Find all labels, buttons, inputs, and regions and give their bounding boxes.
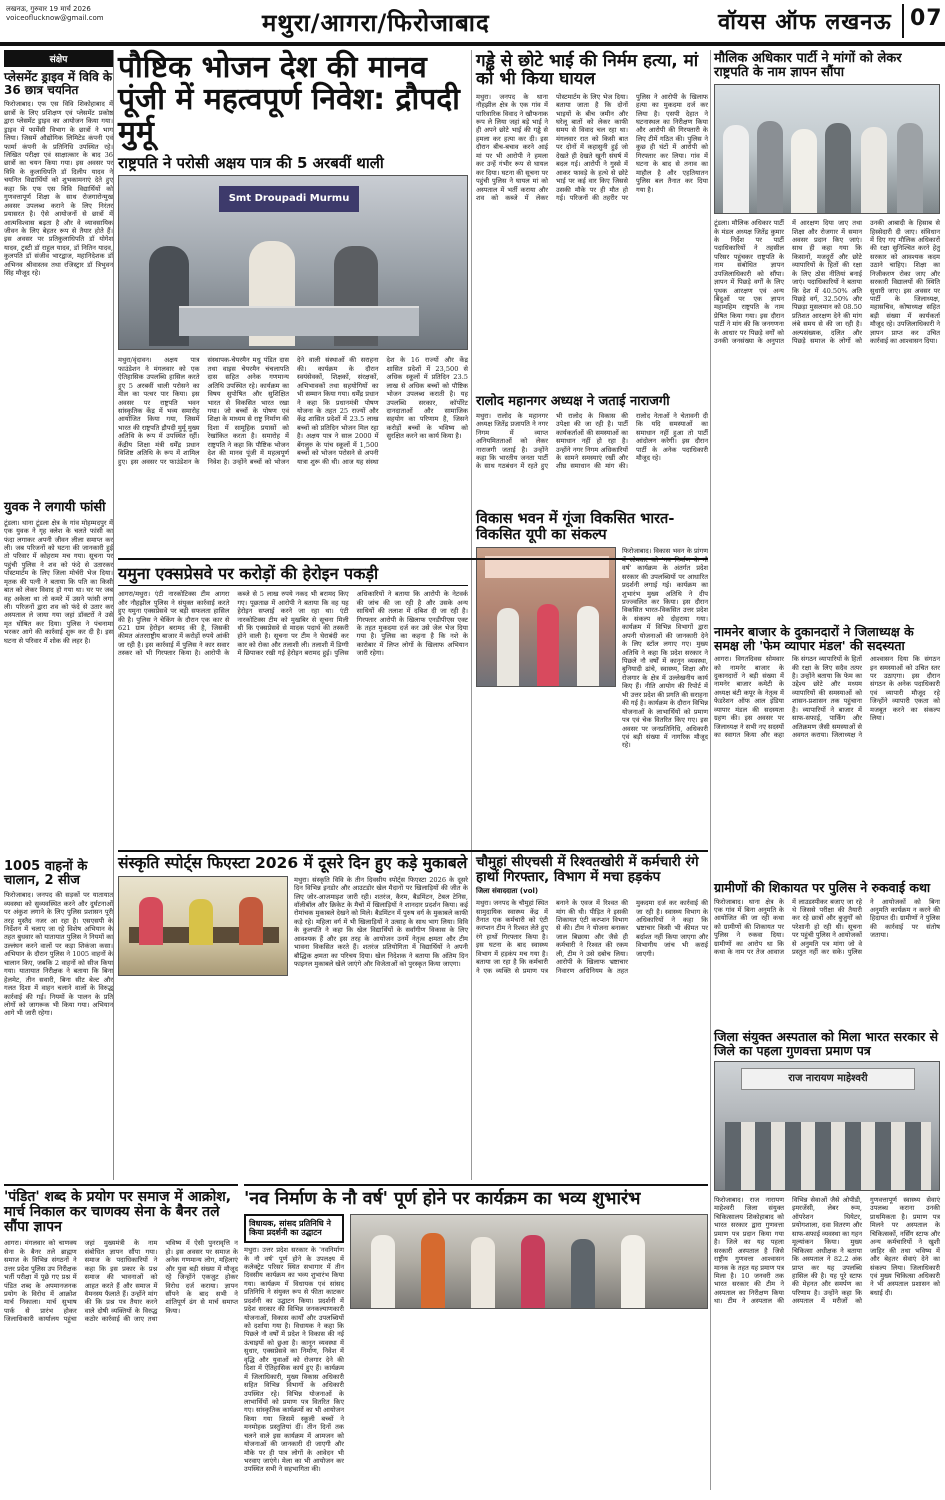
story-crime [476,52,708,512]
story-sports [118,855,468,1130]
nirman-body-continued [350,1313,708,1433]
hospital-headline: जिला संयुक्त अस्पताल को मिला भारत सरकार से जिले का पहला गुणवत्ता प्रमाण पत्र [714,1029,939,1058]
page-number: 07 [910,6,943,31]
lead-body: मथुरा/वृंदावन। अक्षय पात्र फाउंडेशन ने मंगलवार को एक ऐतिहासिक उपलब्धि हासिल करते हुए 5 अरबवीं थाली परोसने का मील का पत्थर पार किया। इस अवसर पर राष्ट्रपति भवन सांस्कृतिक केंद्र में भव्य समारोह आयोजित किया गया, जिसमें भारत की राष्ट्रपति द्रौपदी मुर्मू मुख्य अतिथि के रूप में उपस्थित रहीं। केंद्रीय शिक्षा मंत्री धर्मेंद्र प्रधान विशिष्ट अतिथि के रूप में शामिल हुए। इस अवसर पर फाउंडेशन के संस्थापक-चेयरमैन मधु पंडित दास तथा वाइस चेयरमैन चंचलापति दास सहित अनेक गणमान्य अतिथि उपस्थित रहे। कार्यक्रम का विषय सुपोषित और सुशिक्षित भारत से विकसित भारत रखा गया। जो बच्चों के पोषण एवं शिक्षा के माध्यम से राष्ट्र निर्माण की दिशा में सामूहिक प्रयासों को रेखांकित करता है। समारोह में राष्ट्रपति ने कहा कि पौष्टिक भोजन देश की मानव पूंजी में महत्वपूर्ण निवेश है। उन्होंने बच्चों को भोजन देने वाली संस्थाओं की सराहना की। कार्यक्रम के दौरान स्वयंसेवकों, शिक्षकों, संरक्षकों, अभिभावकों तथा सहयोगियों का भी सम्मान किया गया। धर्मेंद्र प्रधान ने कहा कि प्रधानमंत्री पोषण योजना के तहत 25 राज्यों और केंद्र शासित प्रदेशों में 23.5 लाख बच्चों को प्रतिदिन भोजन मिल रहा है। अक्षय पात्र ने साल 2000 में बेंगलुरु के पांच स्कूलों में 1,500 बच्चों को भोजन परोसने से अपनी यात्रा शुरू की थी। आज यह संस्था देश के 16 राज्यों और केंद्र शासित प्रदेशों में 23,500 से अधिक स्कूलों में प्रतिदिन 23.5 लाख से अधिक बच्चों को पौष्टिक भोजन उपलब्ध कराती है। यह उपलब्धि सरकार, कॉर्पोरेट दानदाताओं और सामाजिक सहयोग का परिणाम है, जिसने करोड़ों बच्चों के भविष्य को सुरक्षित करने का कार्य किया है। [118,356,468,466]
sidebar-story2-title: युवक ने लगायी फांसी [4,500,106,516]
masthead-separator [902,4,904,38]
crime-headline: गड्ढे से छोटे भाई की निर्मम हत्या, मां को भी किया घायल [476,51,699,90]
sports-body-continued [118,980,468,1130]
person-figure [139,897,163,945]
ralod-headline: रालोद महानगर अध्यक्ष ने जताई नाराजगी [476,393,670,409]
crime-body: मथुरा। जनपद के थाना नौहझील क्षेत्र के एक गांव में पारिवारिक विवाद ने खौफनाक रूप ले लिया जहां बड़े भाई ने ही अपने छोटे भाई की गड्ढे से हमला कर हत्या कर दी। इस दौरान बीच-बचाव करने आई मां पर भी आरोपी ने हमला कर उन्हें गंभीर रूप से घायल कर दिया। घटना की सूचना पर पहुंची पुलिस ने घायल मां को अस्पताल में भर्ती कराया और शव को कब्जे में लेकर पोस्टमार्टम के लिए भेज दिया। बताया जाता है कि दोनों भाइयों के बीच जमीन और घरेलू बातों को लेकर काफी समय से विवाद चल रहा था। मंगलवार रात को किसी बात पर दोनों में कहासुनी हुई जो देखते ही देखते खूनी संघर्ष में बदल गई। आरोपी ने गुस्से में आकर फावड़े के हत्थे से छोटे भाई पर कई वार किए जिससे उसकी मौके पर ही मौत हो गई। परिजनों की तहरीर पर पुलिस ने आरोपी के खिलाफ हत्या का मुकदमा दर्ज कर लिया है। एसपी देहात ने घटनास्थल का निरीक्षण किया और आरोपी की गिरफ्तारी के लिए टीमें गठित की। पुलिस ने कुछ ही घंटों में आरोपी को गिरफ्तार कर लिया। गांव में घटना के बाद से तनाव का माहौल है और एहतियातन पुलिस बल तैनात कर दिया गया है। [476,92,708,202]
person-figure [497,608,519,686]
person-figure [897,123,923,213]
hospital-photo [714,1061,940,1191]
sidebar-story2-body: टूंडला। थाना टूंडला क्षेत्र के गांव मोहम्मदपुर में एक युवक ने गृह क्लेश के चलते फांसी का फंदा लगाकर अपनी जीवन लीला समाप्त कर ली। जब परिजनों को घटना की जानकारी हुई तो परिवार में कोहराम मच गया। सूचना पर पहुंची पुलिस ने शव को फंदे से उतारकर पोस्टमार्टम के लिए जिला मोर्चरी भेज दिया। मृतक की पत्नी ने बताया कि पति का किसी बात को लेकर विवाद हो गया था। घर पर जब वह अकेला था तो कमरे में उसने फांसी लगा ली। परिजनों द्वारा शव को फंदे से उतार कर अस्पताल ले जाया गया जहां डॉक्टरों ने उसे मृत घोषित कर दिया। पुलिस ने पंचनामा भरकर आगे की कार्रवाई शुरू कर दी है। इस घटना से परिवार में शोक की लहर है। [4,518,113,645]
date-line: लखनऊ, गुरुवार 19 मार्च 2026 [6,5,91,13]
lead-photo-banner: Smt Droupadi Murmu [219,186,359,212]
section-rule [118,558,708,560]
nirman-body: मथुरा। उत्तर प्रदेश सरकार के 'नवनिर्माण के नौ वर्ष' पूर्ण होने के उपलक्ष्य में कलेक्ट्रेट परिसर स्थित सभागार में तीन दिवसीय कार्यक्रम का भव्य शुभारंभ किया गया। कार्यक्रम में विधायक एवं सांसद प्रतिनिधि ने संयुक्त रूप से फीता काटकर प्रदर्शनी का उद्घाटन किया। प्रदर्शनी में प्रदेश सरकार की विभिन्न जनकल्याणकारी योजनाओं, विकास कार्यों और उपलब्धियों को दर्शाया गया है। विधायक ने कहा कि पिछले नौ वर्षों में प्रदेश ने विकास की नई ऊंचाइयों को छुआ है। कानून व्यवस्था में सुधार, एक्सप्रेसवे का निर्माण, निवेश में वृद्धि और युवाओं को रोजगार देने की दिशा में ऐतिहासिक कार्य हुए हैं। कार्यक्रम में जिलाधिकारी, मुख्य विकास अधिकारी सहित विभिन्न विभागों के अधिकारी उपस्थित रहे। विभिन्न योजनाओं के लाभार्थियों को प्रमाण पत्र वितरित किए गए। सांस्कृतिक कार्यक्रमों का भी आयोजन किया गया जिसमें स्कूली बच्चों ने मनमोहक प्रस्तुतियां दीं। तीन दिनों तक चलने वाले इस कार्यक्रम में आमजन को योजनाओं की जानकारी दी जाएगी और मौके पर ही पात्र लोगों के आवेदन भी भरवाए जाएंगे। मेला का भी आयोजन कर उपस्थित सभी ने सहभागिता की। [244,1246,344,1474]
story-bribe [476,855,708,1149]
sidebar [4,50,114,1180]
pandit-body: आगरा। मंगलवार को चाणक्य सेना के बैनर तले ब्राह्मण समाज के विभिन्न संगठनों ने उत्तर प्रदेश पुलिस उप निरीक्षक भर्ती परीक्षा में पूछे गए प्रश्न में पंडित शब्द के अपमानजनक प्रयोग के विरोध में आक्रोश मार्च निकाला। मार्च सुभाष पार्क से प्रारंभ होकर जिलाधिकारी कार्यालय पहुंचा जहां मुख्यमंत्री के नाम संबोधित ज्ञापन सौंपा गया। समाज के पदाधिकारियों ने कहा कि इस प्रकार के प्रश्न समाज की भावनाओं को आहत करते हैं और समाज में वैमनस्य फैलाते हैं। उन्होंने मांग की कि प्रश्न पत्र तैयार करने वाले दोषी व्यक्तियों के विरुद्ध कठोर कार्रवाई की जाए तथा भविष्य में ऐसी पुनरावृत्ति न हो। इस अवसर पर समाज के अनेक गणमान्य लोग, महिलाएं और युवा बड़ी संख्या में मौजूद रहे जिन्होंने एकजुट होकर विरोध दर्ज कराया। ज्ञापन सौंपने के बाद सभी ने शांतिपूर्ण ढंग से मार्च समाप्त किया। [4,1239,238,1324]
nirman-headline: 'नव निर्माण के नौ वर्ष' पूर्ण होने पर कार्यक्रम का भव्य शुभारंभ [244,1189,641,1209]
nirman-right-column [350,1214,708,1441]
sidebar-story3-title: 1005 वाहनों के चालान, 2 सीज [4,858,88,888]
paper-name: वॉयस ऑफ लखनऊ [718,10,892,35]
lead-photo [118,175,468,350]
lead-story [118,52,468,616]
village-body: फिरोजाबाद। थाना क्षेत्र के एक गांव में बिना अनुमति के आयोजित की जा रही कथा को ग्रामीणों की शिकायत पर पुलिस ने रुकवा दिया। ग्रामीणों का आरोप था कि कथा के नाम पर तेज आवाज में लाउडस्पीकर बजाए जा रहे थे जिससे परीक्षा की तैयारी कर रहे छात्रों और बुजुर्गों को परेशानी हो रही थी। सूचना पर पहुंची पुलिस ने आयोजकों से अनुमति पत्र मांगा जो वे प्रस्तुत नहीं कर सके। पुलिस ने आयोजकों को बिना अनुमति कार्यक्रम न करने की हिदायत दी। ग्रामीणों ने पुलिस की कार्रवाई पर संतोष जताया। [714,897,940,957]
hospital-body: फिरोजाबाद। राज नारायण माहेश्वरी जिला संयुक्त चिकित्सालय शिकोहाबाद को भारत सरकार द्वारा गुणवत्ता प्रमाण पत्र प्रदान किया गया है। जिले का यह पहला सरकारी अस्पताल है जिसे राष्ट्रीय गुणवत्ता आश्वासन मानक के तहत यह प्रमाण पत्र मिला है। 10 जनवरी तक भारत सरकार की टीम ने अस्पताल का निरीक्षण किया था। टीम ने अस्पताल की विभिन्न सेवाओं जैसे ओपीडी, इमरजेंसी, लेबर रूम, ऑपरेशन थियेटर, प्रयोगशाला, दवा वितरण और साफ-सफाई व्यवस्था का गहन मूल्यांकन किया। मुख्य चिकित्सा अधीक्षक ने बताया कि अस्पताल ने 82.2 अंक प्राप्त कर यह उपलब्धि हासिल की है। यह पूरे स्टाफ की मेहनत और समर्पण का परिणाम है। उन्होंने कहा कि अस्पताल में मरीजों को गुणवत्तापूर्ण स्वास्थ्य सेवाएं उपलब्ध कराना उनकी प्राथमिकता है। प्रमाण पत्र मिलने पर अस्पताल के चिकित्सकों, नर्सिंग स्टाफ और अन्य कर्मचारियों ने खुशी जाहिर की तथा भविष्य में और बेहतर सेवाएं देने का संकल्प लिया। जिलाधिकारी एवं मुख्य चिकित्सा अधिकारी ने भी अस्पताल प्रशासन को बधाई दी। [714,1196,940,1306]
sidebar-story1-body: फिरोजाबाद। एफ एस विवि शिकोहाबाद में छात्रों के लिए प्रशिक्षण एवं प्लेसमेंट प्रकोष्ठ द्वारा प्लेसमेंट ड्राइव का आयोजन किया गया। ड्राइव में फार्मेसी विभाग के छात्रों ने भाग लिया। जिसमें औद्योगिक लिमिटेड कंपनी एवं फार्मा कंपनी के प्रतिनिधि उपस्थित रहे। लिखित परीक्षा एवं साक्षात्कार के बाद 36 छात्रों का चयन किया गया। इस अवसर पर विवि के कुलाधिपति डॉ दिलीप यादव ने चयनित विद्यार्थियों को शुभकामनाएं देते हुए कहा कि एफ एस विवि विद्यार्थियों को गुणवत्तापूर्ण शिक्षा के साथ रोजगारोन्मुख अवसर उपलब्ध कराने के लिए निरंतर प्रयासरत है। ऐसे आयोजनों से छात्रों में आत्मविश्वास बढ़ता है और वे व्यावसायिक जीवन के लिए बेहतर रूप से तैयार होते हैं। इस अवसर पर प्रतिकुलाधिपति डॉ योगेश यादव, ट्रस्टी डॉ राहुल यादव, डॉ नितिन यादव, कुलपति डॉ संजीव भारद्वाज, महानिदेशक डॉ अभिनव श्रीवास्तव तथा रजिस्ट्रार डॉ त्रिभुवन सिंह मौजूद रहे। [4,100,113,278]
person-figure [825,123,851,213]
story-nirman [244,1184,708,1474]
sports-body: मथुरा। संस्कृति विवि के तीन दिवसीय स्पोर्ट्स फिएस्टा 2026 के दूसरे दिन विभिन्न इनडोर और आउटडोर खेल मैदानों पर खिलाड़ियों की जीत के लिए जोर-आजमाइश जारी रही। शतरंज, कैरम, बैडमिंटन, टेबल टेनिस, वॉलीबॉल और क्रिकेट के मैचों में खिलाड़ियों ने शानदार प्रदर्शन किया। कई रोमांचक मुकाबले देखने को मिले। बैडमिंटन में पुरुष वर्ग के मुकाबले काफी कड़े रहे। महिला वर्ग में भी खिलाड़ियों ने उत्साह के साथ भाग लिया। विवि के कुलपति ने कहा कि खेल विद्यार्थियों के सर्वांगीण विकास के लिए आवश्यक हैं और इस तरह के आयोजन उनमें नेतृत्व क्षमता और टीम भावना विकसित करते हैं। शतरंज प्रतियोगिता में विद्यार्थियों ने अपनी बौद्धिक क्षमता का परिचय दिया। खेल निदेशक ने बताया कि अंतिम दिन फाइनल मुकाबले खेले जाएंगे और विजेताओं को पुरस्कृत किया जाएगा। [294,875,468,969]
sports-headline: संस्कृति स्पोर्ट्स फिएस्टा 2026 में दूसरे दिन हुए कड़े मुकाबले [118,854,468,872]
person-figure [861,127,887,213]
story-vikas [476,512,708,811]
person-figure [577,606,599,686]
heroin-headline: यमुना एक्सप्रेसवे पर करोड़ों की हेरोइन पकड़ी [118,565,468,586]
story-hospital [714,1030,940,1466]
sidebar-label: संक्षेप [4,50,113,67]
person-figure [471,1237,495,1308]
story-heroin [118,565,468,830]
header-rule [0,42,945,46]
nirman-row [244,1214,708,1474]
group-of-people [725,1122,931,1190]
person-figure [757,121,783,213]
hospital-sign: राज नारायण माहेश्वरी [741,1068,915,1090]
rights-body: टूंडला। मौलिक अधिकार पार्टी के मंडल अध्यक्ष जितेंद्र कुमार के निर्देश पर पार्टी पदाधिकारियों ने तहसील परिसर पहुंचकर राष्ट्रपति के नाम संबोधित ज्ञापन उपजिलाधिकारी को सौंपा। ज्ञापन में पिछड़े वर्गों के लिए पृथक आरक्षण एवं अन्य बिंदुओं पर एक ज्ञापन महामहिम राष्ट्रपति के नाम प्रेषित किया गया। इस दौरान पार्टी ने मांग की कि जनगणना के आधार पर पिछड़े वर्गों को उनकी जनसंख्या के अनुपात में आरक्षण दिया जाए तथा शिक्षा और रोजगार में समान अवसर प्रदान किए जाएं। साथ ही कहा गया कि किसानों, मजदूरों और छोटे व्यापारियों के हितों की रक्षा के लिए ठोस नीतियां बनाई जाएं। पदाधिकारियों ने बताया कि देश में 40.50% अति पिछड़े वर्ग, 32.50% और पिछड़ा मुसलमान को 08.50 प्रतिशत आरक्षण देने की मांग लंबे समय से की जा रही है। अल्पसंख्यक, दलित और पिछड़े समाज के लोगों को उनकी आबादी के हिसाब से हिस्सेदारी दी जाए। संविधान में दिए गए मौलिक अधिकारों की रक्षा सुनिश्चित करने हेतु सरकार को आवश्यक कदम उठाने चाहिए। शिक्षा का निजीकरण रोका जाए और सरकारी विद्यालयों की स्थिति सुधारी जाए। इस अवसर पर पार्टी के जिलाध्यक्ष, महासचिव, कोषाध्यक्ष सहित बड़ी संख्या में कार्यकर्ता मौजूद रहे। उपजिलाधिकारी ने ज्ञापन प्राप्त कर उचित कार्रवाई का आश्वासन दिया। [714,219,940,346]
bribe-headline: चौमुहां सीएचसी में रिश्वतखोरी में कर्मचारी रंगे हाथों गिरफ्तार, विभाग में मचा हड़कंप [476,854,699,885]
vikas-body: फिरोजाबाद। विकास भवन के प्रांगण वर्ष' कार्यक्रम के अंतर्गत प्रदेश सरकार की उपलब्धियों पर आधारित प्रदर्शनी लगाई गई। कार्यक्रम का शुभारंभ मुख्य अतिथि ने दीप प्रज्ज्वलित कर किया। इस दौरान विकसित भारत-विकसित उत्तर प्रदेश के संकल्प को दोहराया गया। कार्यक्रम में विभिन्न विभागों द्वारा अपनी योजनाओं की जानकारी देने के लिए स्टॉल लगाए गए। मुख्य अतिथि ने कहा कि प्रदेश सरकार ने पिछले नौ वर्षों में कानून व्यवस्था, बुनियादी ढांचे, स्वास्थ्य, शिक्षा और रोजगार के क्षेत्र में उल्लेखनीय कार्य किए हैं। नीति आयोग की रिपोर्ट में भी उत्तर प्रदेश की प्रगति की सराहना की गई है। कार्यक्रम के दौरान विभिन्न योजनाओं के लाभार्थियों को प्रमाण पत्र एवं चेक वितरित किए गए। इस अवसर पर जनप्रतिनिधि, अधिकारी एवं बड़ी संख्या में नागरिक मौजूद रहे। [622,547,708,750]
vikas-row [476,547,708,750]
person-figure [521,1235,545,1308]
lead-headline: पौष्टिक भोजन देश की मानव पूंजी में महत्वपूर्ण निवेश: द्रौपदी मुर्मू [118,50,460,150]
heroin-body: आगरा/मथुरा। एंटी नारकोटिक्स टीम आगरा और नौहझील पुलिस ने संयुक्त कार्रवाई करते हुए यमुना एक्सप्रेसवे पर बड़ी सफलता हासिल की है। पुलिस ने चेकिंग के दौरान एक कार से 621 ग्राम हेरोइन बरामद की है, जिसकी कीमत अंतरराष्ट्रीय बाजार में करोड़ों रुपये आंकी जा रही है। इस कार्रवाई में पुलिस ने कार सवार तस्कर को भी गिरफ्तार किया है। आरोपी के कब्जे से 5 लाख रुपये नकद भी बरामद किए गए। पूछताछ में आरोपी ने बताया कि वह यह हेरोइन सप्लाई करने जा रहा था। एंटी नारकोटिक्स टीम को मुखबिर से सूचना मिली थी कि एक्सप्रेसवे से मादक पदार्थ की तस्करी होने वाली है। सूचना पर टीम ने घेराबंदी कर कार को रोका और तलाशी ली। तलाशी में डिग्गी में छिपाकर रखी गई हेरोइन बरामद हुई। पुलिस अधिकारियों ने बताया कि आरोपी के नेटवर्क की जांच की जा रही है और उसके अन्य साथियों की तलाश में दबिश दी जा रही है। गिरफ्तार आरोपी के खिलाफ एनडीपीएस एक्ट के तहत मुकदमा दर्ज कर उसे जेल भेज दिया गया है। पुलिस का कहना है कि नशे के कारोबार में लिप्त लोगों के खिलाफ अभियान जारी रहेगा। [118,590,468,658]
sidebar-story3-body: फिरोजाबाद। जनपद की सड़कों पर यातायात व्यवस्था को सुव्यवस्थित करने और दुर्घटनाओं पर अंकुश लगाने के लिए पुलिस प्रशासन पूरी तरह मुस्तैद नजर आ रहा है। एसएसपी के निर्देशन में चलाए जा रहे विशेष अभियान के तहत बुधवार को यातायात पुलिस ने नियमों का उल्लंघन करने वालों पर कड़ा शिकंजा कसा। अभियान के दौरान पुलिस ने 1005 वाहनों के चालान किए, जबकि 2 वाहनों को सीज किया गया। यातायात निरीक्षक ने बताया कि बिना हेलमेट, तीन सवारी, बिना सीट बेल्ट और गलत दिशा में वाहन चलाने वालों के विरुद्ध कार्रवाई की गई। नियमों के पालन के प्रति लोगों को जागरूक भी किया गया। अभियान आगे भी जारी रहेगा। [4,891,113,1018]
person-figure [371,1235,395,1308]
person-figure [189,899,213,945]
person-figure [571,1239,595,1308]
village-headline: ग्रामीणों की शिकायत पर पुलिस ने रुकवाई कथा [714,880,931,896]
rights-headline: मौलिक अधिकार पार्टी ने मांगों को लेकर राष्ट्रपति के नाम ज्ञापन सौंपा [714,51,902,81]
website-line: voiceoflucknow@gmail.com [6,14,104,22]
sports-row [118,876,468,976]
vikas-photo [476,547,616,687]
sidebar-story1-title: प्लेसमेंट ड्राइव में विवि के 36 छात्र चयनित [4,70,113,98]
serving-counter [179,306,419,336]
sports-photo [118,876,288,976]
section-title: मथुरा/आगरा/फिरोजाबाद [262,9,490,37]
bribe-body: मथुरा। जनपद के चौमुहां स्थित सामुदायिक स्वास्थ्य केंद्र में तैनात एक कर्मचारी को एंटी करप्शन टीम ने रिश्वत लेते हुए रंगे हाथों गिरफ्तार किया है। इस घटना के बाद स्वास्थ्य विभाग में हड़कंप मच गया है। बताया जा रहा है कि कर्मचारी ने एक व्यक्ति से प्रमाण पत्र बनाने के एवज में रिश्वत की मांग की थी। पीड़ित ने इसकी शिकायत एंटी करप्शन विभाग से की। टीम ने योजना बनाकर जाल बिछाया और जैसे ही कर्मचारी ने रिश्वत की रकम ली, टीम ने उसे दबोच लिया। आरोपी के खिलाफ भ्रष्टाचार निवारण अधिनियम के तहत मुकदमा दर्ज कर कार्रवाई की जा रही है। स्वास्थ्य विभाग के अधिकारियों ने कहा कि भ्रष्टाचार किसी भी कीमत पर बर्दाश्त नहीं किया जाएगा और विभागीय जांच भी कराई जाएगी। [476,899,708,975]
traders-headline: नामनेर बाजार के दुकानदारों ने जिलाध्यक्ष के समक्ष ली 'फेम व्यापार मंडल' की सदस्यता [714,624,914,653]
story-rights [714,52,940,978]
person-figure [791,129,817,213]
person-figure [239,897,263,945]
column-rule [710,50,711,1490]
rights-photo [714,84,940,214]
nirman-photo [350,1214,708,1309]
nirman-caption: विधायक, सांसद प्रतिनिधि ने किया प्रदर्शनी का उद्घाटन [244,1214,344,1243]
pandit-headline: 'पंडित' शब्द के प्रयोग पर समाज में आक्रोश, मार्च निकाल कर चाणक्य सेना के बैनर तले सौंपा ज्ञापन [4,1189,232,1236]
bribe-byline: जिला संवाददाता (vol) [476,887,539,896]
traders-body: आगरा। विगतदिवस सोमवार को नामनेर बाजार के दुकानदारों ने बड़ी संख्या में नामनेर बाजार कमेटी के अध्यक्ष बंटी कपूर के नेतृत्व में फेडरेशन ऑफ आल इंडिया व्यापार मंडल की सदस्यता ग्रहण की। इस अवसर पर जिलाध्यक्ष ने सभी नए सदस्यों का स्वागत किया और कहा कि संगठन व्यापारियों के हितों की रक्षा के लिए सदैव तत्पर है। उन्होंने बताया कि फेम का उद्देश्य छोटे और मध्यम व्यापारियों की समस्याओं को शासन-प्रशासन तक पहुंचाना है। व्यापारियों ने बाजार में साफ-सफाई, पार्किंग और अतिक्रमण जैसी समस्याओं से अवगत कराया। जिलाध्यक्ष ने आश्वासन दिया कि संगठन इन समस्याओं को उचित स्तर पर उठाएगा। इस दौरान संगठन के अनेक पदाधिकारी एवं व्यापारी मौजूद रहे जिन्होंने व्यापारी एकता को मजबूत करने का संकल्प लिया। [714,655,940,739]
story-pandit [4,1184,238,1489]
lead-subhead: राष्ट्रपति ने परोसी अक्षय पात्र की 5 अरबवीं थाली [118,154,384,173]
ralod-body: मथुरा। रालोद के महानगर अध्यक्ष जितेंद्र प्रजापति ने नगर निगम में व्याप्त अनियमितताओं को लेकर नाराजगी जताई है। उन्होंने कहा कि भारतीय जनता पार्टी के साथ गठबंधन में रहते हुए भी रालोद के विकास की उपेक्षा की जा रही है। पार्टी कार्यकर्ताओं की समस्याओं का समाधान नहीं हो रहा है। उन्होंने नगर निगम अधिकारियों के सामने समस्याएं रखीं और शीघ्र समाधान की मांग की। रालोद नेताओं ने चेतावनी दी कि यदि समस्याओं का समाधान नहीं हुआ तो पार्टी आंदोलन करेगी। इस दौरान पार्टी के अनेक पदाधिकारी मौजूद रहे। [476,411,708,471]
person-figure [537,604,559,686]
vikas-headline: विकास भवन में गूंजा विकसित भारत-विकसित यूपी का संकल्प [476,511,675,543]
person-figure [723,125,749,213]
nirman-left-column [244,1214,344,1474]
person-figure [621,1235,645,1308]
column-rule [471,50,472,1180]
person-figure [421,1233,445,1308]
section-rule [118,850,708,852]
